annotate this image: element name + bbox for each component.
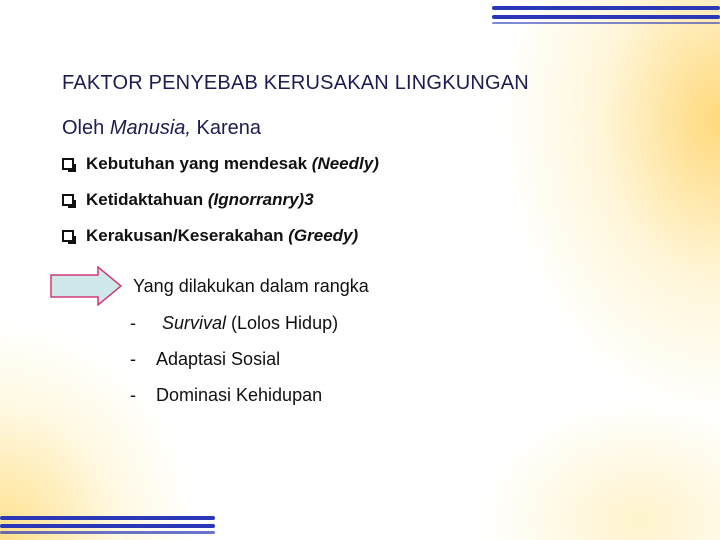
list-item [62,154,379,190]
item-text: (Lolos Hidup) [226,313,339,333]
cause-list [62,154,379,262]
bullet-text: Kebutuhan yang mendesak (Needly) [86,154,379,173]
list-item [62,190,379,226]
subtitle-prefix: Oleh [62,117,110,139]
item-italic: Survival [162,313,227,333]
dash-marker: - [130,385,136,405]
bullet-text: Kerakusan/Keserakahan (Greedy) [86,226,359,245]
dash-marker: - [130,313,136,333]
subtitle-emphasis: Manusia, [109,117,191,139]
dash-marker: - [130,349,136,369]
item-text: Adaptasi Sosial [156,349,281,369]
square-bullet-icon [62,230,74,242]
item-text: Dominasi Kehidupan [156,385,323,405]
subtitle-suffix: Karena [190,117,262,139]
list-item [130,313,338,349]
list-item [130,385,338,421]
arrow-caption: Yang dilakukan dalam rangka [133,276,369,296]
list-item [130,349,338,385]
list-item [62,226,379,262]
square-bullet-icon [62,158,74,170]
slide-title: FAKTOR PENYEBAB KERUSAKAN LINGKUNGAN [62,72,529,94]
slide-subtitle [62,117,261,140]
purpose-list [130,313,338,421]
bullet-text: Ketidaktahuan (Ignorranry)3 [86,190,314,209]
right-arrow-icon [50,266,122,306]
square-bullet-icon [62,194,74,206]
